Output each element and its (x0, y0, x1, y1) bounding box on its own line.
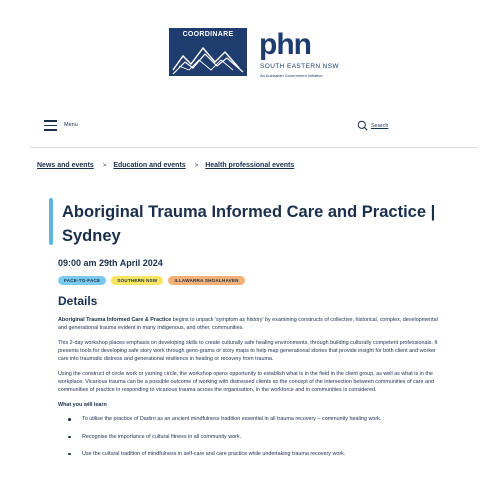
breadcrumb-news-and-events[interactable]: News and events (37, 162, 94, 169)
list-item: Recognise the importance of cultural fitness in all community work. (68, 433, 442, 441)
phn-tagline: An Australian Government Initiative (260, 73, 323, 78)
tag-illawarra-shoalhaven[interactable]: ILLAWARRA SHOALHAVEN (168, 276, 244, 285)
header-divider (30, 147, 478, 148)
details-heading: Details (58, 294, 98, 308)
details-content (58, 316, 442, 467)
intro-paragraph (58, 316, 442, 332)
hamburger-icon (44, 120, 57, 130)
page-title: Aboriginal Trauma Informed Care and Practice | Sydney (62, 203, 436, 245)
search-button[interactable] (357, 120, 388, 131)
coordinare-mountains-icon (169, 40, 247, 76)
phn-region-text: SOUTH EASTERN NSW (260, 63, 340, 70)
breadcrumb-health-professional-events[interactable]: Health professional events (205, 162, 295, 169)
breadcrumb-education-and-events[interactable]: Education and events (113, 162, 186, 169)
breadcrumb (37, 162, 294, 169)
workshop-paragraph: This 2-day workshop places emphasis on developing skills to create culturally safe healing environments, through building culturally competent professionals. It presents tools for developing safe story work through geno-grams or story maps to help map generational stories that provide insight for both client and worker care into traumatic distress and generational resilience in healing or recovery from trauma. (58, 339, 438, 363)
event-tags (58, 276, 245, 285)
intro-rest: begins to unpack 'symptom as history' by examining constructs of collective, historical, complex, developmental and generational trauma evident in many Indigenous, and other, communities. (58, 317, 438, 332)
coordinare-logo[interactable] (169, 28, 247, 76)
event-date: 09:00 am 29th April 2024 (58, 258, 163, 268)
list-item: To utilise the practice of Dadirri as an ancient mindfulness tradition essential in all trauma recovery – community healing work. (68, 415, 442, 423)
circle-work-paragraph: Using the construct of circle work or yarning circle, the workshop opens opportunity to establish what is in the field in the client group, as well as what is in the workplace. Vicarious trauma can be a possible outcome of working with distressed clients so the concept of the intersection between communities of care and communities of practice in responding to vicarious trauma across the organisation, in the workforce and in communities is considered. (58, 371, 434, 394)
learn-heading: What you will learn (58, 402, 107, 409)
search-icon (357, 120, 368, 131)
phn-logo[interactable]: phn (259, 28, 311, 61)
intro-bold: Aboriginal Trauma Informed Care & Practice (58, 317, 172, 323)
learn-list (58, 415, 442, 458)
tag-southern-nsw[interactable]: SOUTHERN NSW (111, 276, 163, 285)
coordinare-logo-text: COORDINARE (182, 31, 234, 38)
chevron-right-icon: > (194, 162, 199, 169)
navbar (0, 118, 500, 140)
menu-label: Menu (64, 122, 78, 128)
title-accent-bar (49, 198, 53, 245)
list-item: Use the cultural tradition of mindfulness in self-care and care practice while undertaking trauma recovery work. (68, 450, 442, 458)
tag-face-to-face[interactable]: FACE-TO-FACE (58, 276, 106, 285)
search-label: Search (371, 122, 389, 129)
chevron-right-icon: > (102, 162, 107, 169)
header-logos (0, 28, 500, 80)
menu-button[interactable] (44, 120, 78, 130)
